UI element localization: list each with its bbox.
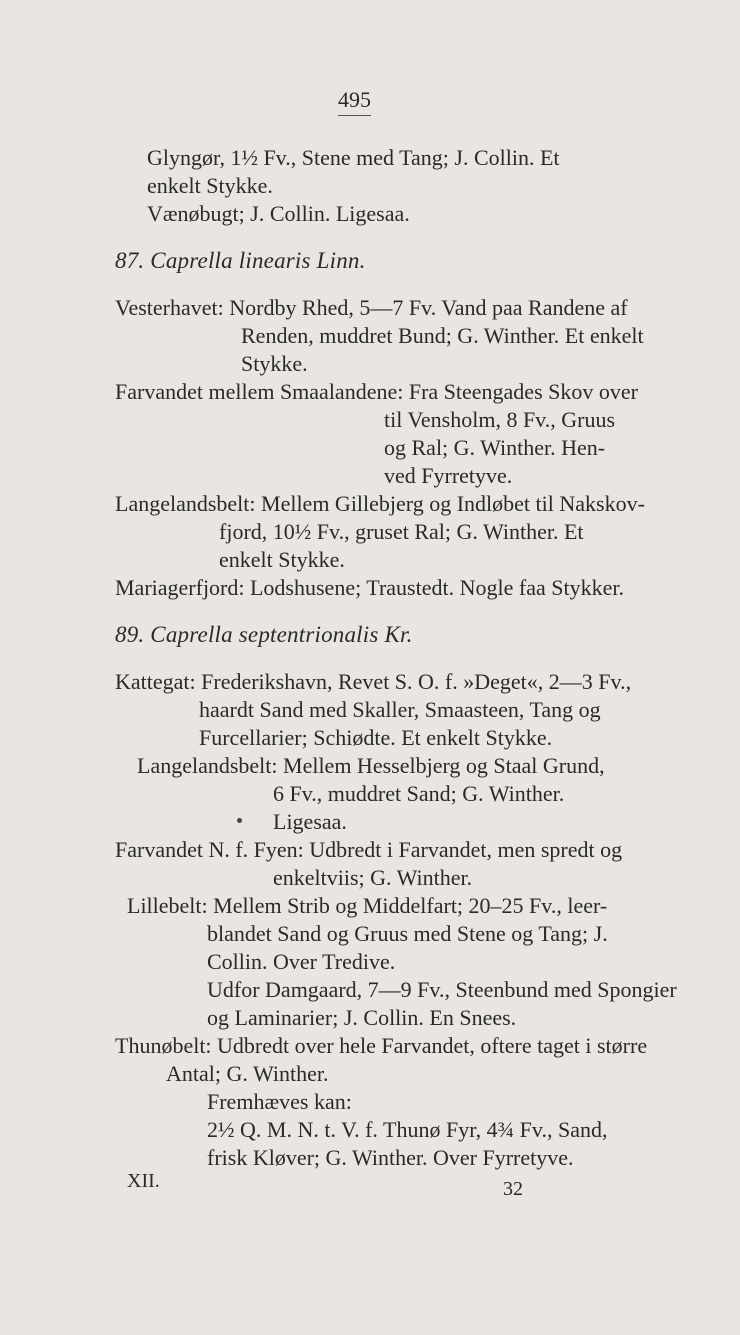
text-line-23: Farvandet N. f. Fyen: Udbredt i Farvandet, men spredt og [115, 837, 623, 862]
text-line-31: Antal; G. Winther. [166, 1061, 329, 1086]
species-heading-89: 89. Caprella septentrionalis Kr. [115, 622, 413, 647]
text-line-29: og Laminarier; J. Collin. En Snees. [207, 1005, 517, 1030]
text-line-18: haardt Sand med Skaller, Smaasteen, Tang og [199, 697, 601, 722]
text-line-20: Langelandsbelt: Mellem Hesselbjerg og Staal Grund, [137, 753, 605, 778]
text-line-2: enkelt Stykke. [147, 173, 273, 198]
text-line-26: blandet Sand og Gruus med Stene og Tang; J. [207, 921, 608, 946]
text-line-15: Mariagerfjord: Lodshusene; Traustedt. Nogle faa Stykker. [115, 575, 624, 600]
text-line-33: 2½ Q. M. N. t. V. f. Thunø Fyr, 4¾ Fv., Sand, [207, 1117, 608, 1142]
text-line-34: frisk Kløver; G. Winther. Over Fyrretyve. [207, 1145, 574, 1170]
signature-left: XII. [127, 1170, 160, 1192]
text-line-22: Ligesaa. [273, 809, 347, 834]
text-line-12: Langelandsbelt: Mellem Gillebjerg og Indløbet til Nakskov- [115, 491, 645, 516]
signature-right: 32 [503, 1178, 523, 1200]
text-line-8: Farvandet mellem Smaalandene: Fra Steengades Skov over [115, 379, 638, 404]
text-line-5: Vesterhavet: Nordby Rhed, 5—7 Fv. Vand paa Randene af [115, 295, 628, 320]
text-line-7: Stykke. [241, 351, 308, 376]
text-line-3: Vænøbugt; J. Collin. Ligesaa. [147, 201, 410, 226]
page-number: 495 [338, 87, 371, 116]
text-line-13: fjord, 10½ Fv., gruset Ral; G. Winther. Et [219, 519, 584, 544]
text-line-27: Collin. Over Tredive. [207, 949, 396, 974]
text-line-1: Glyngør, 1½ Fv., Stene med Tang; J. Collin. Et [147, 145, 560, 170]
text-line-17: Kattegat: Frederikshavn, Revet S. O. f. »Deget«, 2—3 Fv., [115, 669, 632, 694]
text-line-9: til Vensholm, 8 Fv., Gruus [384, 407, 616, 432]
text-line-25: Lillebelt: Mellem Strib og Middelfart; 20–25 Fv., leer- [127, 893, 608, 918]
text-line-28: Udfor Damgaard, 7—9 Fv., Steenbund med Spongier [207, 977, 677, 1002]
text-line-21: 6 Fv., muddret Sand; G. Winther. [273, 781, 565, 806]
text-line-6: Renden, muddret Bund; G. Winther. Et enkelt [241, 323, 644, 348]
text-line-19: Furcellarier; Schiødte. Et enkelt Stykke. [199, 725, 553, 750]
text-line-24: enkeltviis; G. Winther. [273, 865, 473, 890]
text-line-30: Thunøbelt: Udbredt over hele Farvandet, oftere taget i større [115, 1033, 648, 1058]
text-line-32: Fremhæves kan: [207, 1089, 352, 1114]
text-line-14: enkelt Stykke. [219, 547, 345, 572]
text-line-10: og Ral; G. Winther. Hen- [384, 435, 606, 460]
species-heading-87: 87. Caprella linearis Linn. [115, 248, 366, 273]
print-speck [237, 818, 242, 823]
text-line-11: ved Fyrretyve. [384, 463, 513, 488]
